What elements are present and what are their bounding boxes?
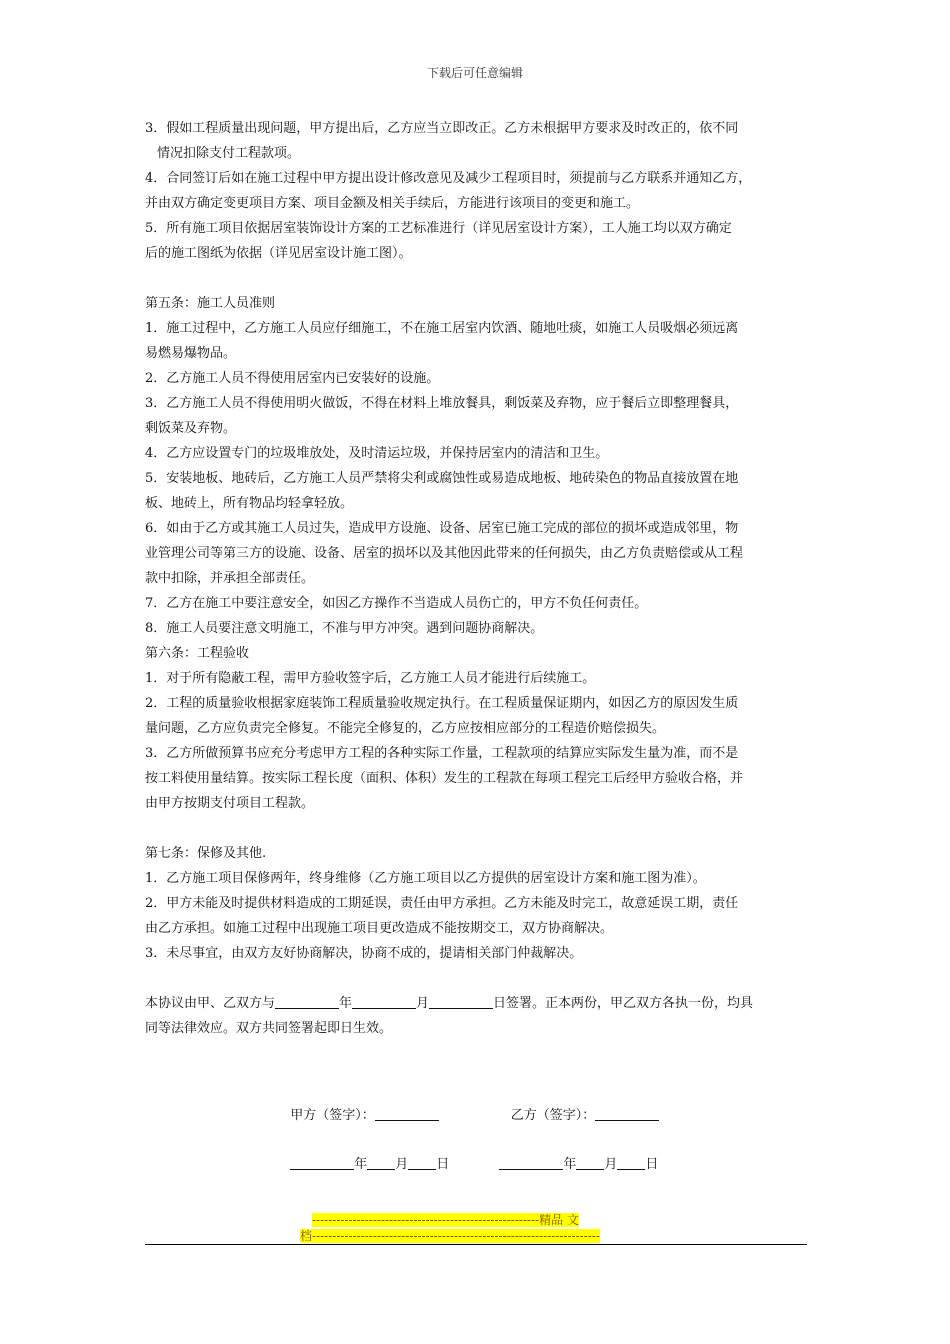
blank-line bbox=[145, 966, 810, 991]
body-line: 1．对于所有隐蔽工程，需甲方验收签字后，乙方施工人员才能进行后续施工。 bbox=[145, 671, 596, 686]
party-b-day: 日 bbox=[645, 1157, 659, 1172]
body-line: 3．乙方所做预算书应充分考虑甲方工程的各种实际工作量，工程款项的结算应实际发生量为准，而不是 bbox=[145, 746, 739, 761]
body-line: 第七条：保修及其他. bbox=[145, 846, 267, 861]
body-line: 7．乙方在施工中要注意安全，如因乙方操作不当造成人员伤亡的，甲方不负任何责任。 bbox=[145, 596, 648, 611]
party-b-year-blank[interactable] bbox=[499, 1155, 563, 1170]
body-line: 量问题，乙方应负责完全修复。不能完全修复的，乙方应按相应部分的工程造价赔偿损失。 bbox=[145, 721, 666, 736]
body-line: 第六条：工程验收 bbox=[145, 646, 250, 661]
footer-rule bbox=[145, 1244, 807, 1245]
party-a-day-blank[interactable] bbox=[408, 1155, 436, 1170]
year-blank[interactable] bbox=[275, 994, 339, 1009]
body-line: 4．乙方应设置专门的垃圾堆放处，及时清运垃圾，并保持居室内的清洁和卫生。 bbox=[145, 446, 609, 461]
body-line: 易燃易爆物品。 bbox=[145, 346, 237, 361]
body-line: 按工料使用量结算。按实际工程长度（面积、体积）发生的工程款在每项工程完工后经甲方验收合格，并 bbox=[145, 771, 744, 786]
body-line: 8．施工人员要注意文明施工，不准与甲方冲突。遇到问题协商解决。 bbox=[145, 621, 544, 636]
party-b-day-blank[interactable] bbox=[617, 1155, 645, 1170]
footer-line-2: 档----------------------------------------------------------------------- bbox=[300, 1229, 600, 1243]
body-line: 并由双方确定变更项目方案、项目金额及相关手续后，方能进行该项目的变更和施工。 bbox=[145, 196, 640, 211]
agreement-clause bbox=[145, 991, 810, 1041]
body-line: 3．乙方施工人员不得使用明火做饭，不得在材料上堆放餐具，剩饭菜及弃物，应于餐后立即整理餐具， bbox=[145, 396, 739, 411]
body-line: 2．甲方未能及时提供材料造成的工期延误，责任由甲方承担。乙方未能及时完工，故意延误工期，责任 bbox=[145, 896, 739, 911]
agreement-year: 年 bbox=[339, 996, 353, 1011]
body-line: 1．乙方施工项目保修两年，终身维修（乙方施工项目以乙方提供的居室设计方案和施工图为准）。 bbox=[145, 871, 706, 886]
body-line: 剩饭菜及弃物。 bbox=[145, 421, 237, 436]
footer-line-1: --------------------------------------------------------精品 文 bbox=[312, 1213, 579, 1227]
body-line: 情况扣除支付工程款项。 bbox=[157, 146, 301, 161]
blank-line bbox=[145, 266, 810, 291]
body-line: 3．未尽事宜，由双方友好协商解决，协商不成的，提请相关部门仲裁解决。 bbox=[145, 946, 583, 961]
party-a-day: 日 bbox=[436, 1157, 450, 1172]
party-a-label: 甲方（签字）： bbox=[290, 1108, 375, 1123]
body-line: 4．合同签订后如在施工过程中甲方提出设计修改意见及减少工程项目时，须提前与乙方联系并通知乙方， bbox=[145, 171, 752, 186]
footer-highlight bbox=[300, 1212, 650, 1244]
party-a-month: 月 bbox=[395, 1157, 409, 1172]
agreement-prefix: 本协议由甲、乙双方与 bbox=[145, 996, 276, 1011]
body-line: 业管理公司等第三方的设施、设备、居室的损坏以及其他因此带来的任何损失，由乙方负责赔偿或从工程 bbox=[145, 546, 744, 561]
body-line: 3．假如工程质量出现问题，甲方提出后，乙方应当立即改正。乙方未根据甲方要求及时改正的，依不同 bbox=[145, 121, 739, 136]
party-b-year: 年 bbox=[563, 1157, 577, 1172]
day-blank[interactable] bbox=[429, 994, 493, 1009]
body-line: 第五条：施工人员准则 bbox=[145, 296, 276, 311]
blank-line bbox=[145, 816, 810, 841]
document-body bbox=[145, 116, 810, 991]
body-line: 6．如由于乙方或其施工人员过失，造成甲方设施、设备、居室已施工完成的部位的损坏或造成邻里，物 bbox=[145, 521, 739, 536]
body-line: 1．施工过程中，乙方施工人员应仔细施工，不在施工居室内饮酒、随地吐痰，如施工人员吸烟必须远离 bbox=[145, 321, 739, 336]
body-line: 板、地砖上，所有物品均轻拿轻放。 bbox=[145, 496, 354, 511]
body-line: 由甲方按期支付项目工程款。 bbox=[145, 796, 315, 811]
party-a-year: 年 bbox=[354, 1157, 368, 1172]
party-a-signature-blank[interactable] bbox=[375, 1106, 439, 1121]
party-b-label: 乙方（签字）： bbox=[510, 1108, 596, 1123]
body-line: 由乙方承担。如施工过程中出现施工项目更改造成不能按期交工，双方协商解决。 bbox=[145, 921, 614, 936]
agreement-month: 月 bbox=[416, 996, 430, 1011]
party-a-month-blank[interactable] bbox=[367, 1155, 395, 1170]
party-a-year-blank[interactable] bbox=[290, 1155, 354, 1170]
party-b-month-blank[interactable] bbox=[576, 1155, 604, 1170]
agreement-line-1 bbox=[145, 991, 810, 1016]
date-row bbox=[282, 1138, 658, 1172]
agreement-line-2: 同等法律效应。双方共同签署起即日生效。 bbox=[145, 1021, 393, 1036]
signature-row bbox=[282, 1089, 659, 1123]
body-line: 后的施工图纸为依据（详见居室设计施工图）。 bbox=[145, 246, 412, 261]
month-blank[interactable] bbox=[352, 994, 416, 1009]
body-line: 5．所有施工项目依据居室装饰设计方案的工艺标准进行（详见居室设计方案），工人施工均以双方确定 bbox=[145, 221, 732, 236]
agreement-day-suffix: 日签署。正本两份，甲乙双方各执一份，均具 bbox=[493, 996, 754, 1011]
body-line: 款中扣除，并承担全部责任。 bbox=[145, 571, 315, 586]
body-line: 5．安装地板、地砖后，乙方施工人员严禁将尖利或腐蚀性或易造成地板、地砖染色的物品直接放置在地 bbox=[145, 471, 739, 486]
page-header: 下载后可任意编辑 bbox=[426, 66, 523, 80]
body-line: 2．工程的质量验收根据家庭装饰工程质量验收规定执行。在工程质量保证期内，如因乙方的原因发生质 bbox=[145, 696, 739, 711]
party-b-signature-blank[interactable] bbox=[595, 1106, 659, 1121]
party-b-month: 月 bbox=[604, 1157, 618, 1172]
body-line: 2．乙方施工人员不得使用居室内已安装好的设施。 bbox=[145, 371, 440, 386]
